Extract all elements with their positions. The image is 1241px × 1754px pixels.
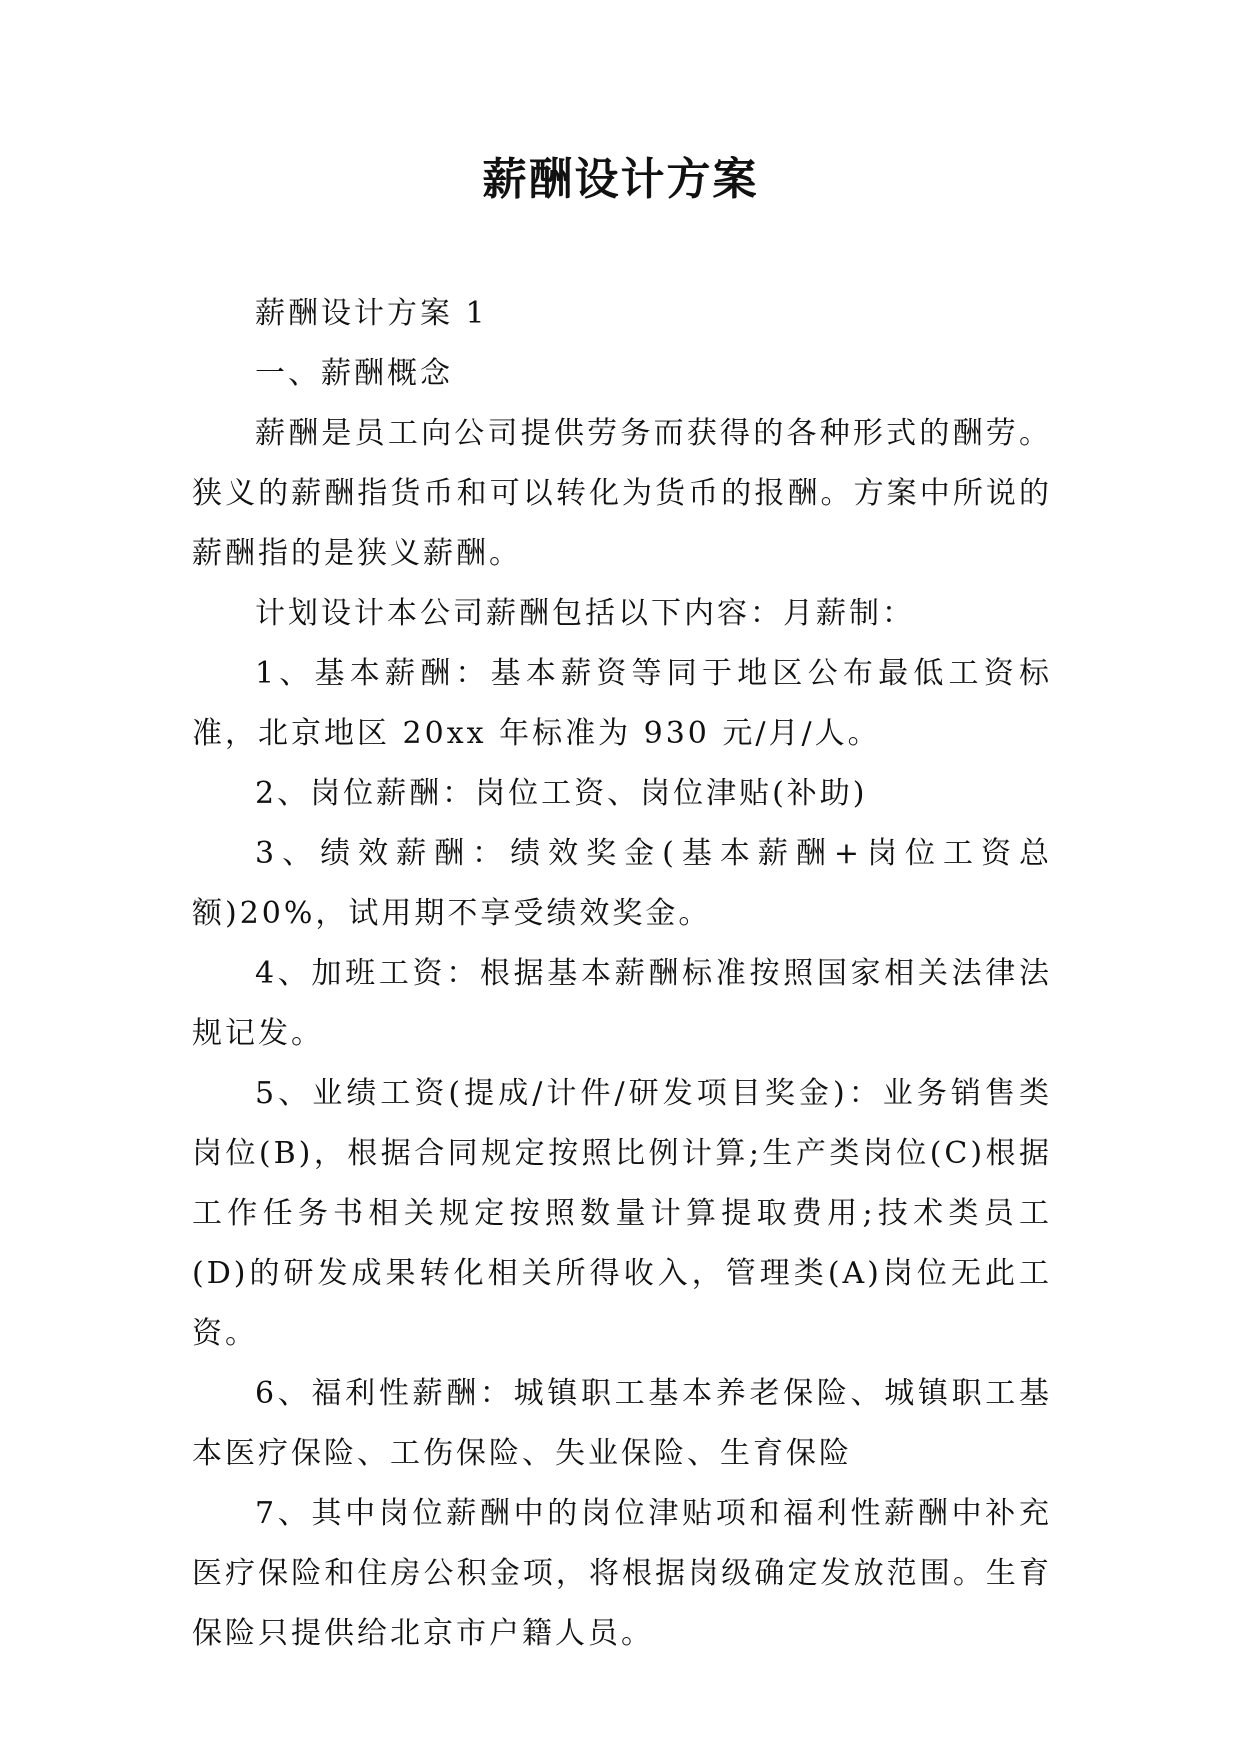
list-item-welfare-salary: 6、福利性薪酬：城镇职工基本养老保险、城镇职工基本医疗保险、工伤保险、失业保险、生育保险 <box>192 1376 1052 1471</box>
list-item-allowance-scope: 7、其中岗位薪酬中的岗位津贴项和福利性薪酬中补充医疗保险和住房公积金项，将根据岗级确定发放范围。生育保险只提供给北京市户籍人员。 <box>192 1496 1052 1651</box>
list-item-overtime-pay: 4、加班工资：根据基本薪酬标准按照国家相关法律法规记发。 <box>192 956 1052 1051</box>
list-item-basic-salary: 1、基本薪酬：基本薪资等同于地区公布最低工资标准，北京地区 20xx 年标准为 930 元/月/人。 <box>192 656 1052 751</box>
list-item-position-salary: 2、岗位薪酬：岗位工资、岗位津贴(补助) <box>255 776 868 811</box>
list-item-performance-pay: 5、业绩工资(提成/计件/研发项目奖金)：业务销售类岗位(B)，根据合同规定按照比例计算;生产类岗位(C)根据工作任务书相关规定按照数量计算提取费用;技术类员工(D)的研发成果转化相关所得收入，管理类(A)岗位无此工资。 <box>192 1076 1052 1351</box>
subsection-heading: 一、薪酬概念 <box>255 356 453 391</box>
paragraph-plan-intro: 计划设计本公司薪酬包括以下内容：月薪制： <box>255 596 915 631</box>
section-heading: 薪酬设计方案 1 <box>255 296 488 331</box>
document-title: 薪酬设计方案 <box>482 154 759 205</box>
document-body <box>192 284 1052 1664</box>
list-item-performance-salary: 3、绩效薪酬：绩效奖金(基本薪酬+岗位工资总额)20%，试用期不享受绩效奖金。 <box>192 836 1052 931</box>
paragraph-salary-definition: 薪酬是员工向公司提供劳务而获得的各种形式的酬劳。狭义的薪酬指货币和可以转化为货币的报酬。方案中所说的薪酬指的是狭义薪酬。 <box>192 416 1052 571</box>
